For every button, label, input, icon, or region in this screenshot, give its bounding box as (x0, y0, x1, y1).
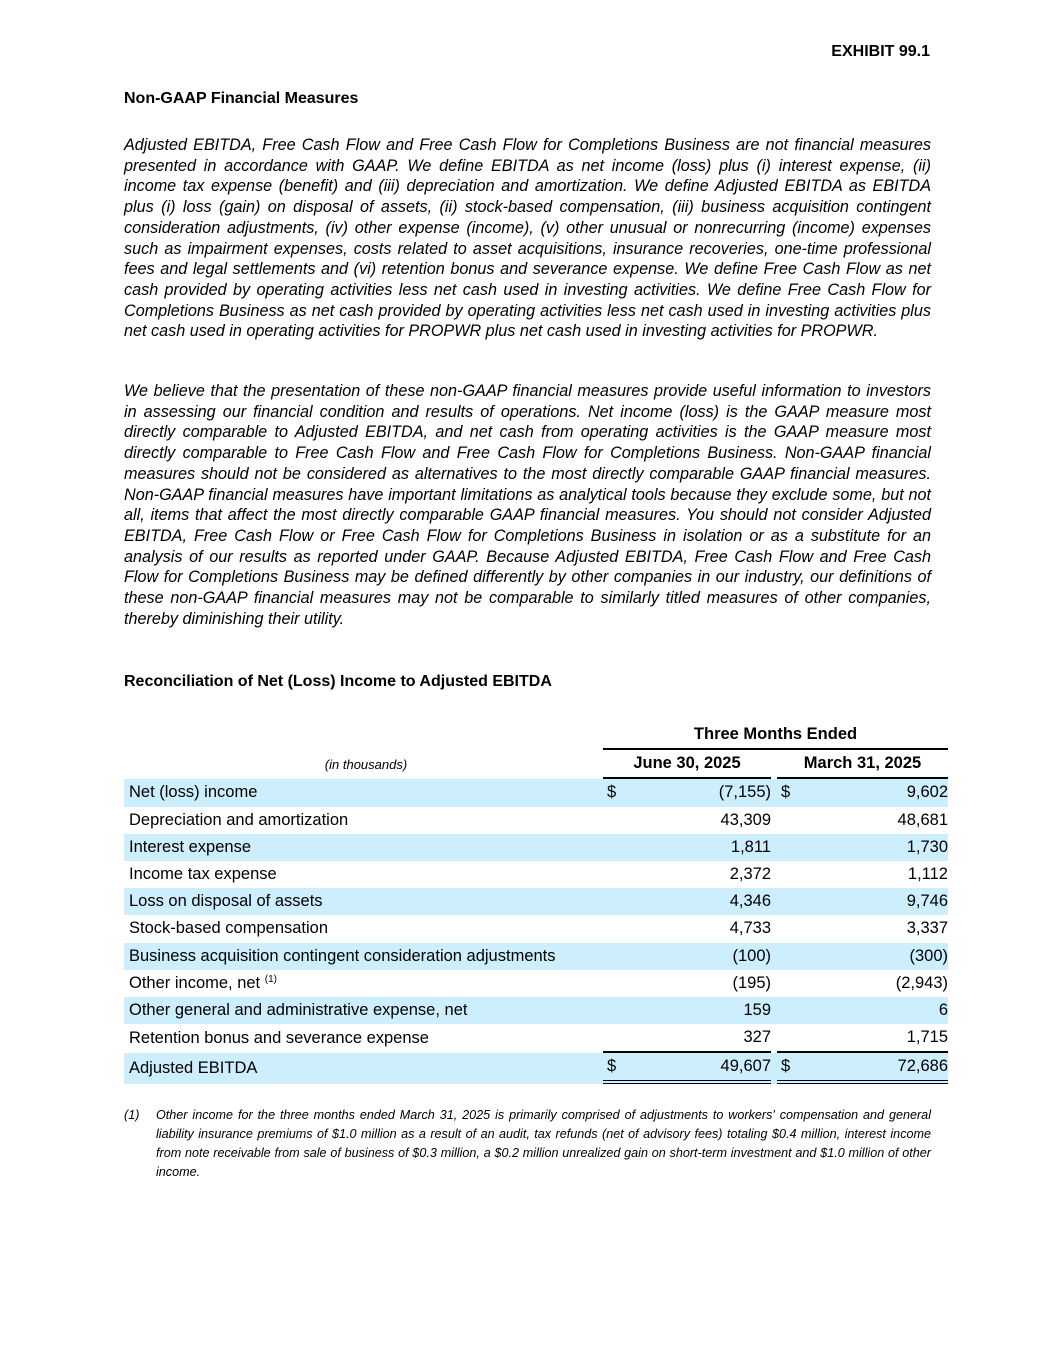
row-label-text: Other income, net (129, 973, 261, 992)
row-label: Business acquisition contingent consideration adjustments (124, 943, 603, 970)
value-march-2025: 6 (811, 997, 948, 1024)
currency-symbol: $ (777, 779, 811, 806)
currency-symbol: $ (603, 1053, 637, 1084)
value-june-2025: 2,372 (729, 865, 771, 884)
table-row (124, 888, 948, 915)
table-row (124, 834, 948, 861)
value-june-2025: (7,155) (637, 779, 771, 806)
table-row-total (124, 1053, 948, 1084)
row-label: Adjusted EBITDA (124, 1053, 603, 1084)
row-label (124, 970, 603, 997)
value-june-2025: 1,811 (637, 834, 771, 861)
value-june-2025: 49,607 (637, 1053, 771, 1084)
column-header-march-2025: March 31, 2025 (777, 750, 948, 779)
exhibit-label: EXHIBIT 99.1 (831, 43, 930, 60)
paragraph-rationale: We believe that the presentation of these non-GAAP financial measures provide useful information to investors in assessing our financial condition and results of operations. Net income (loss) is the GAAP measure most directly comparable to Adjusted EBITDA, and net cash from operating activities is the GAAP measure most directly comparable to Free Cash Flow and Free Cash Flow for Completions Business. Non-GAAP financial measures should not be considered as alternatives to the most directly comparable GAAP financial measures. Non-GAAP financial measures have important limitations as analytical tools because they exclude some, but not all, items that affect the most directly comparable GAAP financial measures. You should not consider Adjusted EBITDA, Free Cash Flow or Free Cash Flow for Completions Business in isolation or as a substitute for an analysis of our results as reported under GAAP. Because Adjusted EBITDA, Free Cash Flow and Free Cash Flow for Completions Business may be defined differently by other companies in our industry, our definitions of these non-GAAP financial measures may not be comparable to similarly titled measures of other companies, thereby diminishing their utility. (124, 382, 931, 628)
row-label: Loss on disposal of assets (124, 888, 603, 915)
currency-symbol: $ (777, 1053, 811, 1084)
value-march-2025: 72,686 (811, 1053, 948, 1084)
column-header-june-2025: June 30, 2025 (603, 750, 771, 779)
units-label: (in thousands) (324, 757, 408, 773)
value-march-2025: 1,715 (811, 1024, 948, 1053)
value-june-2025: (195) (732, 973, 771, 992)
table-header-row (124, 750, 948, 779)
section-title-reconciliation: Reconciliation of Net (Loss) Income to Adjusted EBITDA (124, 673, 552, 690)
value-march-2025: (300) (811, 943, 948, 970)
row-label: Net (loss) income (124, 779, 603, 806)
table-row (124, 1024, 948, 1053)
value-june-2025: 43,309 (720, 810, 771, 829)
section-title-non-gaap: Non-GAAP Financial Measures (124, 90, 359, 107)
row-label: Other general and administrative expense, net (124, 997, 603, 1024)
table-row (124, 970, 948, 997)
footnote-1 (124, 1106, 931, 1182)
row-label: Retention bonus and severance expense (129, 1029, 429, 1048)
super-header-three-months-ended: Three Months Ended (603, 721, 948, 750)
footnote-text: Other income for the three months ended March 31, 2025 is primarily comprised of adjustments to workers' compensation and general liability insurance premiums of $1.0 million as a result of an audit, tax refunds (net of advisory fees) totaling $0.4 million, interest income from note receivable from sale of business of $0.3 million, a $0.2 million unrealized gain on short-term investment and $1.0 million of other income. (156, 1108, 931, 1179)
paragraph-definitions: Adjusted EBITDA, Free Cash Flow and Free Cash Flow for Completions Business are not financial measures presented in accordance with GAAP. We define EBITDA as net income (loss) plus (i) interest expense, (ii) income tax expense (benefit) and (iii) depreciation and amortization. We define Adjusted EBITDA as EBITDA plus (i) loss (gain) on disposal of assets, (ii) stock-based compensation, (iii) business acquisition contingent consideration adjustments, (iv) other expense (income), (v) other unusual or nonrecurring (income) expenses such as impairment expenses, costs related to asset acquisitions, insurance recoveries, one-time professional fees and legal settlements and (vi) retention bonus and severance expense. We define Free Cash Flow as net cash provided by operating activities less net cash used in investing activities. We define Free Cash Flow for Completions Business as net cash provided by operating activities less net cash used in investing activities plus net cash used in operating activities for PROPWR plus net cash used in investing activities for PROPWR. (124, 136, 931, 341)
value-march-2025: 9,746 (811, 888, 948, 915)
row-label: Depreciation and amortization (129, 810, 349, 829)
row-label: Interest expense (124, 834, 603, 861)
footnote-marker: (1) (264, 973, 277, 985)
value-march-2025: 1,112 (907, 865, 948, 884)
value-march-2025: 3,337 (906, 919, 948, 938)
table-row (124, 915, 948, 942)
value-june-2025: (100) (637, 943, 771, 970)
reconciliation-table (124, 721, 948, 1084)
table-row (124, 943, 948, 970)
table-row (124, 807, 948, 834)
table-row (124, 997, 948, 1024)
table-row (124, 779, 948, 806)
value-march-2025: 1,730 (811, 834, 948, 861)
value-june-2025: 159 (637, 997, 771, 1024)
row-label: Stock-based compensation (129, 919, 329, 938)
value-march-2025: 9,602 (811, 779, 948, 806)
value-june-2025: 4,733 (729, 919, 771, 938)
currency-symbol: $ (603, 779, 637, 806)
value-march-2025: (2,943) (895, 973, 948, 992)
row-label: Income tax expense (129, 865, 277, 884)
table-row (124, 861, 948, 888)
value-march-2025: 48,681 (897, 810, 948, 829)
table-super-header-row (124, 721, 948, 750)
value-june-2025: 4,346 (637, 888, 771, 915)
footnote-marker: (1) (124, 1108, 140, 1122)
value-june-2025: 327 (637, 1024, 771, 1053)
